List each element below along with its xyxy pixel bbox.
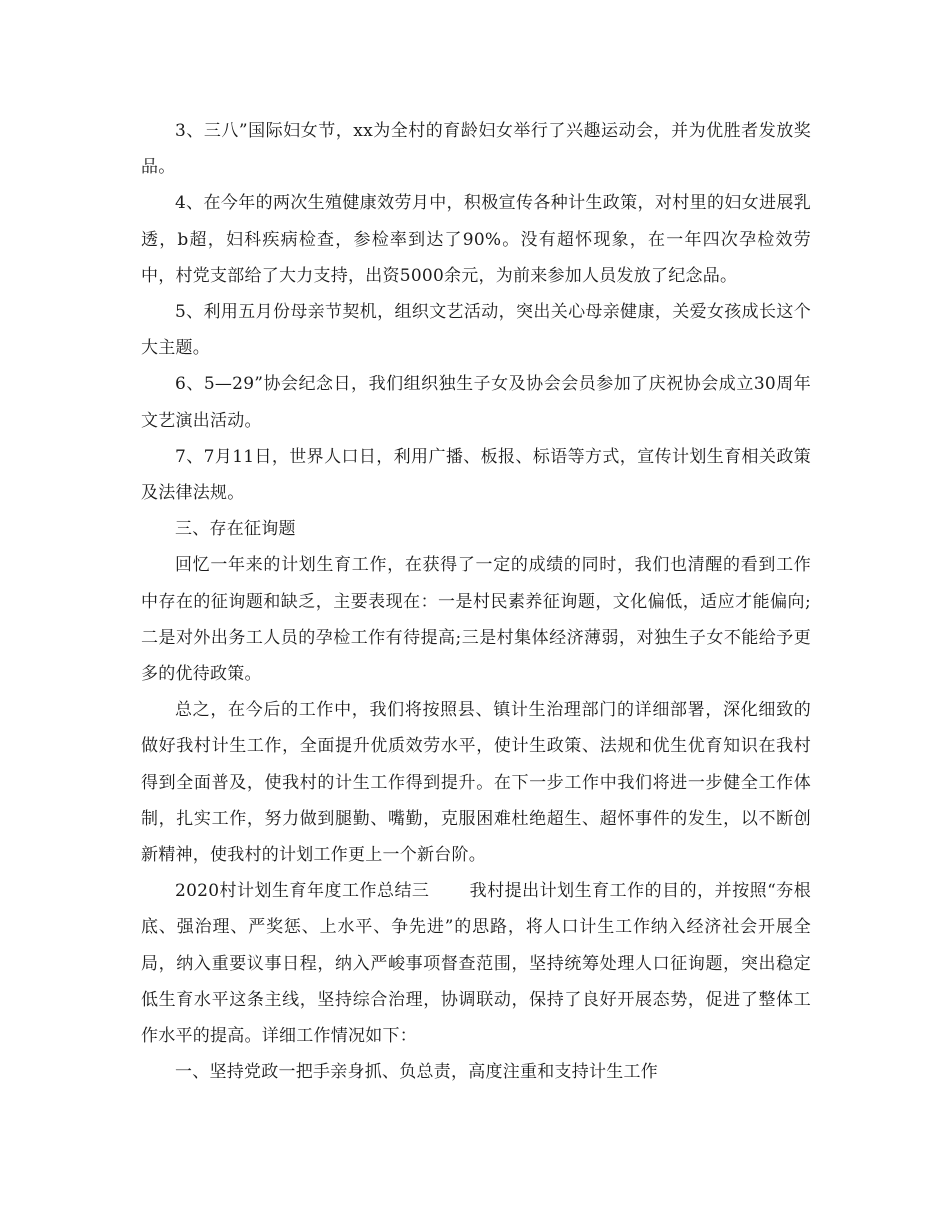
paragraph-conclusion: 总之，在今后的工作中，我们将按照县、镇计生治理部门的详细部署，深化细致的做好我村计生工作，全面提升优质效劳水平，使计生政策、法规和优生优育知识在我村得到全面普及，使我村的计生工作得到提升。在下一步工作中我们将进一步健全工作体制，扎实工作，努力做到腿勤、嘴勤，克服困难杜绝超生、超怀事件的发生，以不断创新精神，使我村的计划工作更上一个新台阶。 <box>141 700 811 866</box>
document-body <box>141 113 811 1090</box>
paragraph-report-three <box>141 873 811 1054</box>
paragraph-womens-day: 3、三八”国际妇女节，xx为全村的育龄妇女举行了兴趣运动会，并为优胜者发放奖品。 <box>141 121 811 178</box>
paragraph-health-service-month: 4、在今年的两次生殖健康效劳月中，积极宣传各种计生政策，对村里的妇女进展乳透，b超，妇科疾病检查，参检率到达了90%。没有超怀现象，在一年四次孕检效劳中，村党支部给了大力支持，出资5000余元，为前来参加人员发放了纪念品。 <box>141 193 811 286</box>
report-title: 2020村计划生育年度工作总结三 <box>175 881 430 902</box>
paragraph-association-day: 6、5—29”协会纪念日，我们组织独生子女及协会会员参加了庆祝协会成立30周年文艺演出活动。 <box>141 374 811 431</box>
paragraph-world-population-day: 7、7月11日，世界人口日，利用广播、板报、标语等方式，宣传计划生育相关政策及法律法规。 <box>141 446 811 504</box>
section-heading-problems: 三、存在征询题 <box>175 519 296 540</box>
paragraph-review: 回忆一年来的计划生育工作，在获得了一定的成绩的同时，我们也清醒的看到工作中存在的征询题和缺乏，主要表现在：一是村民素养征询题，文化偏低，适应才能偏向;二是对外出务工人员的孕检工作有待提高;三是村集体经济薄弱，对独生子女不能给予更多的优待政策。 <box>141 555 811 685</box>
paragraph-mothers-day: 5、利用五月份母亲节契机，组织文艺活动，突出关心母亲健康，关爱女孩成长这个大主题。 <box>141 302 811 359</box>
report-intro: 我村提出计划生育工作的目的，并按照“夯根底、强治理、严奖惩、上水平、争先进”的思路，将人口计生工作纳入经济社会开展全局，纳入重要议事日程，纳入严峻事项督查范围，坚持统筹处理人口征询题，突出稳定低生育水平这条主线，坚持综合治理，协调联动，保持了良好开展态势，促进了整体工作水平的提高。详细工作情况如下： <box>141 881 811 1047</box>
section-heading-leadership: 一、坚持党政一把手亲身抓、负总责，高度注重和支持计生工作 <box>175 1062 658 1083</box>
